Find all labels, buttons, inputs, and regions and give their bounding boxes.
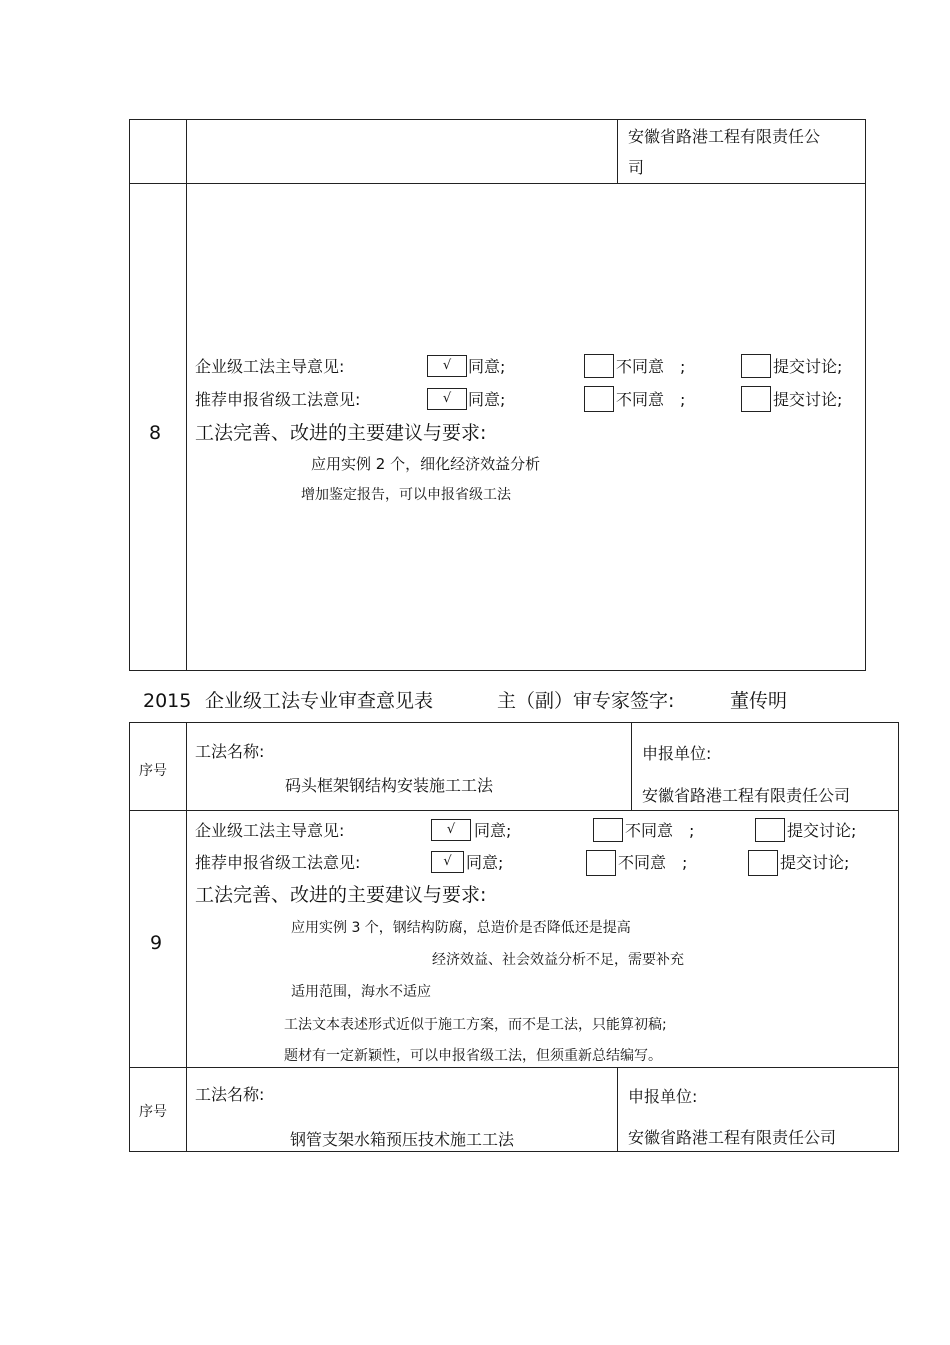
table9-next-unit-divider xyxy=(617,1067,618,1152)
suggestion-title: 工法完善、改进的主要建议与要求: xyxy=(195,422,487,444)
table9-unit-divider xyxy=(631,722,632,810)
method-name: 钢管支架水箱预压技术施工工法 xyxy=(290,1130,515,1149)
suggestion-line: 应用实例 3 个，钢结构防腐，总造价是否降低还是提高 xyxy=(291,920,631,936)
row-number: 9 xyxy=(150,932,163,954)
recommend-agree-label: 同意; xyxy=(466,853,504,872)
form-title: 企业级工法专业审查意见表 xyxy=(205,690,434,712)
enterprise-opinion-label: 企业级工法主导意见: xyxy=(195,357,345,376)
table9-header-divider xyxy=(129,810,899,811)
suggestion-line: 工法文本表述形式近似于施工方案，而不是工法，只能算初稿; xyxy=(284,1017,667,1033)
agree-checkbox[interactable]: √ xyxy=(431,819,471,841)
table8-row-divider xyxy=(129,183,866,184)
recommend-discuss-label: 提交讨论; xyxy=(773,390,843,409)
company-name-line1: 安徽省路港工程有限责任公 xyxy=(628,127,821,146)
recommend-agree-checkbox[interactable]: √ xyxy=(427,388,467,410)
discuss-label: 提交讨论; xyxy=(787,821,857,840)
suggestion-line: 经济效益、社会效益分析不足，需要补充 xyxy=(432,952,684,968)
signer-label: 主（副）审专家签字: xyxy=(497,690,675,712)
suggestion-title: 工法完善、改进的主要建议与要求: xyxy=(195,884,487,906)
unit-label: 申报单位: xyxy=(628,1087,698,1106)
recommend-agree-checkbox[interactable]: √ xyxy=(431,851,464,873)
recommend-discuss-label: 提交讨论; xyxy=(780,853,850,872)
recommend-discuss-checkbox[interactable] xyxy=(748,850,778,876)
suggestion-line: 题材有一定新颖性，可以申报省级工法，但须重新总结编写。 xyxy=(284,1048,662,1064)
table9-next-divider xyxy=(129,1067,899,1068)
agree-label: 同意; xyxy=(468,357,506,376)
recommend-disagree-label: 不同意 ; xyxy=(616,390,686,409)
discuss-label: 提交讨论; xyxy=(773,357,843,376)
recommend-agree-label: 同意; xyxy=(468,390,506,409)
recommend-disagree-checkbox[interactable] xyxy=(586,850,616,876)
recommend-disagree-checkbox[interactable] xyxy=(584,386,614,412)
recommend-opinion-label: 推荐申报省级工法意见: xyxy=(195,390,361,409)
unit-name: 安徽省路港工程有限责任公司 xyxy=(642,786,851,805)
table9-col-divider xyxy=(186,722,187,1152)
method-name-label: 工法名称: xyxy=(195,742,265,761)
agree-checkbox[interactable]: √ xyxy=(427,355,467,377)
form-year: 2015 xyxy=(143,690,192,712)
disagree-checkbox[interactable] xyxy=(584,354,614,378)
unit-name: 安徽省路港工程有限责任公司 xyxy=(628,1128,837,1147)
method-name-label: 工法名称: xyxy=(195,1085,265,1104)
company-name-line2: 司 xyxy=(628,158,645,177)
seq-label: 序号 xyxy=(139,763,167,779)
suggestion-line: 适用范围，海水不适应 xyxy=(291,984,431,1000)
suggestion-line: 应用实例 2 个，细化经济效益分析 xyxy=(311,455,541,473)
recommend-discuss-checkbox[interactable] xyxy=(741,386,771,412)
recommend-opinion-label: 推荐申报省级工法意见: xyxy=(195,853,361,872)
recommend-disagree-label: 不同意 ; xyxy=(618,853,688,872)
method-name: 码头框架钢结构安装施工工法 xyxy=(285,776,494,795)
disagree-checkbox[interactable] xyxy=(593,818,623,842)
unit-label: 申报单位: xyxy=(642,744,712,763)
agree-label: 同意; xyxy=(474,821,512,840)
enterprise-opinion-label: 企业级工法主导意见: xyxy=(195,821,345,840)
suggestion-line: 增加鉴定报告，可以申报省级工法 xyxy=(301,487,511,503)
disagree-label: 不同意 ; xyxy=(616,357,686,376)
discuss-checkbox[interactable] xyxy=(755,818,785,842)
seq-label: 序号 xyxy=(139,1104,167,1120)
row-number: 8 xyxy=(149,422,162,444)
discuss-checkbox[interactable] xyxy=(741,354,771,378)
signer-name: 董传明 xyxy=(730,690,788,712)
table8-col-divider xyxy=(186,119,187,671)
table8-unit-divider xyxy=(617,119,618,183)
disagree-label: 不同意 ; xyxy=(625,821,695,840)
